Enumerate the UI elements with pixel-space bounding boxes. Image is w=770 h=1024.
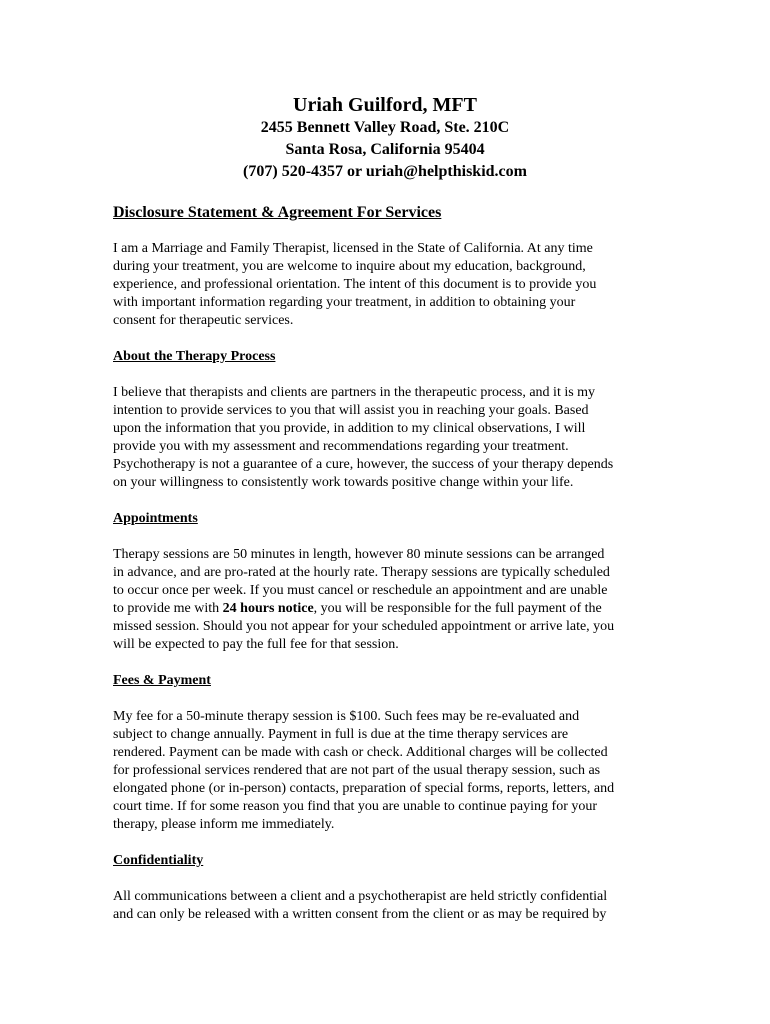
paragraph-line: will be expected to pay the full fee for that session. (113, 637, 399, 652)
contact-line: (707) 520-4357 or uriah@helpthiskid.com (243, 163, 527, 180)
paragraph-line: upon the information that you provide, in addition to my clinical observations, I will (113, 421, 586, 436)
paragraph-line: My fee for a 50-minute therapy session is $100. Such fees may be re-evaluated and (113, 709, 580, 724)
document-title: Disclosure Statement & Agreement For Services (113, 204, 442, 221)
intro-line: with important information regarding your treatment, in addition to obtaining your (113, 295, 576, 310)
letterhead (0, 93, 770, 183)
appointments-heading: Appointments (113, 511, 198, 526)
paragraph-line: in advance, and are pro-rated at the hourly rate. Therapy sessions are typically scheduled (113, 565, 610, 580)
confidentiality-heading: Confidentiality (113, 853, 204, 868)
paragraph-line: I believe that therapists and clients are partners in the therapeutic process, and it is my (113, 385, 596, 400)
therapy-process-heading: About the Therapy Process (113, 349, 276, 364)
paragraph-line: intention to provide services to you that will assist you in reaching your goals. Based (113, 403, 589, 418)
confidentiality-paragraph (113, 888, 658, 924)
therapy-process-paragraph (113, 384, 658, 492)
notice-text-after: , you will be responsible for the full payment of the (313, 601, 602, 616)
address-line-2: Santa Rosa, California 95404 (285, 141, 485, 158)
paragraph-line (113, 600, 658, 618)
paragraph-line: therapy, please inform me immediately. (113, 817, 335, 832)
therapist-name: Uriah Guilford, MFT (293, 94, 477, 116)
paragraph-line: rendered. Payment can be made with cash or check. Additional charges will be collected (113, 745, 608, 760)
document-body (113, 202, 658, 942)
intro-line: during your treatment, you are welcome to inquire about my education, background, (113, 259, 586, 274)
fees-paragraph (113, 708, 658, 834)
appointments-paragraph (113, 546, 658, 654)
paragraph-line: to occur once per week. If you must cancel or reschedule an appointment and are unable (113, 583, 608, 598)
fees-heading: Fees & Payment (113, 673, 211, 688)
paragraph-line: court time. If for some reason you find that you are unable to continue paying for your (113, 799, 598, 814)
paragraph-line: for professional services rendered that are not part of the usual therapy session, such as (113, 763, 601, 778)
notice-period: 24 hours notice (222, 601, 314, 616)
paragraph-line: elongated phone (or in-person) contacts, preparation of special forms, reports, letters, and (113, 781, 615, 796)
intro-line: I am a Marriage and Family Therapist, licensed in the State of California. At any time (113, 241, 593, 256)
intro-line: consent for therapeutic services. (113, 313, 294, 328)
paragraph-line: Therapy sessions are 50 minutes in length, however 80 minute sessions can be arranged (113, 547, 605, 562)
paragraph-line: on your willingness to consistently work towards positive change within your life. (113, 475, 574, 490)
notice-text-before: to provide me with (113, 601, 223, 616)
paragraph-line: All communications between a client and a psychotherapist are held strictly confidential (113, 889, 608, 904)
paragraph-line: Psychotherapy is not a guarantee of a cure, however, the success of your therapy depends (113, 457, 614, 472)
intro-line: experience, and professional orientation. The intent of this document is to provide you (113, 277, 597, 292)
address-line-1: 2455 Bennett Valley Road, Ste. 210C (260, 119, 510, 136)
paragraph-line: and can only be released with a written consent from the client or as may be required by (113, 907, 607, 922)
paragraph-line: subject to change annually. Payment in full is due at the time therapy services are (113, 727, 569, 742)
paragraph-line: provide you with my assessment and recommendations regarding your treatment. (113, 439, 569, 454)
intro-paragraph (113, 240, 658, 330)
paragraph-line: missed session. Should you not appear for your scheduled appointment or arrive late, you (113, 619, 615, 634)
